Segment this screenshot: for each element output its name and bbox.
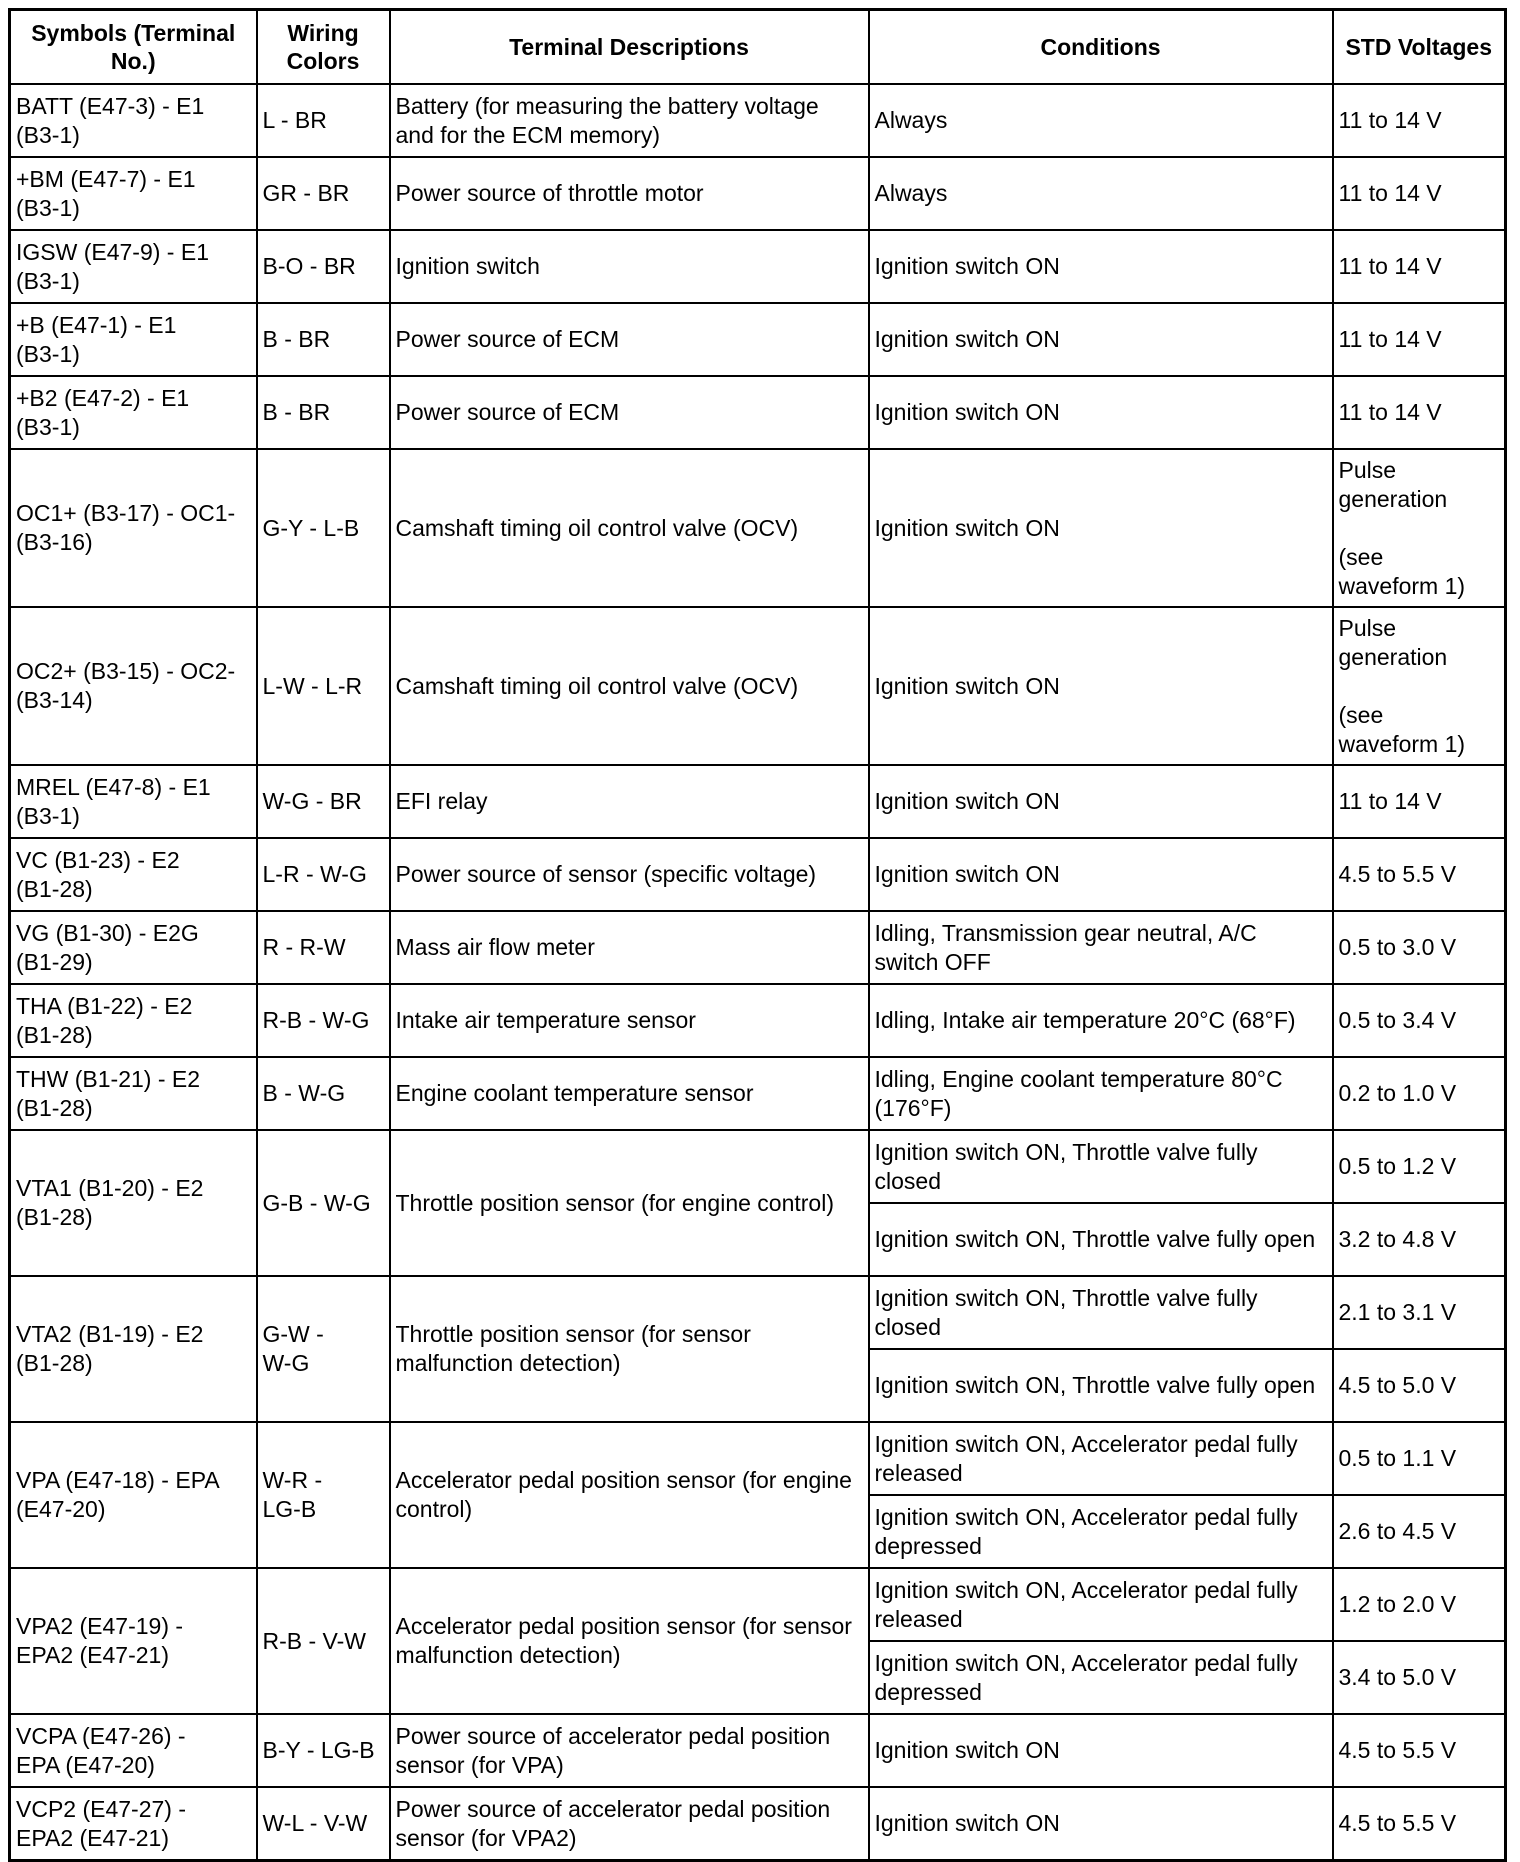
condition-cell: Idling, Intake air temperature 20°C (68°F) [869,984,1333,1057]
symbol-cell: VTA1 (B1-20) - E2 (B1-28) [10,1130,257,1276]
header-wiring-colors: Wiring Colors [257,10,390,85]
condition-cell: Ignition switch ON, Accelerator pedal fully depressed [869,1495,1333,1568]
symbol-cell: VPA (E47-18) - EPA (E47-20) [10,1422,257,1568]
wiring-cell: L - BR [257,84,390,157]
table-row [10,230,1506,303]
table-row [10,984,1506,1057]
symbol-cell: BATT (E47-3) - E1 (B3-1) [10,84,257,157]
symbol-cell: +BM (E47-7) - E1 (B3-1) [10,157,257,230]
condition-cell: Always [869,84,1333,157]
condition-cell: Idling, Transmission gear neutral, A/C switch OFF [869,911,1333,984]
wiring-cell: G-B - W-G [257,1130,390,1276]
condition-cell: Ignition switch ON, Throttle valve fully open [869,1203,1333,1276]
table-row [10,838,1506,911]
wiring-cell: B-Y - LG-B [257,1714,390,1787]
symbol-cell: VTA2 (B1-19) - E2 (B1-28) [10,1276,257,1422]
table-row [10,1276,1506,1349]
description-cell: Battery (for measuring the battery voltage and for the ECM memory) [390,84,869,157]
voltage-cell: 2.6 to 4.5 V [1333,1495,1506,1568]
table-row [10,376,1506,449]
symbol-cell: VC (B1-23) - E2 (B1-28) [10,838,257,911]
description-cell: Throttle position sensor (for sensor malfunction detection) [390,1276,869,1422]
table-row [10,911,1506,984]
description-cell: Engine coolant temperature sensor [390,1057,869,1130]
table-row [10,303,1506,376]
voltage-cell: Pulse generation (see waveform 1) [1333,449,1506,607]
voltage-cell: 3.4 to 5.0 V [1333,1641,1506,1714]
terminal-spec-sheet [8,8,1504,1862]
condition-cell: Idling, Engine coolant temperature 80°C (176°F) [869,1057,1333,1130]
voltage-cell: 2.1 to 3.1 V [1333,1276,1506,1349]
description-cell: Accelerator pedal position sensor (for sensor malfunction detection) [390,1568,869,1714]
header-row [10,10,1506,85]
description-cell: Ignition switch [390,230,869,303]
wiring-cell: R-B - V-W [257,1568,390,1714]
description-cell: Power source of accelerator pedal position sensor (for VPA2) [390,1787,869,1861]
wiring-cell: B - W-G [257,1057,390,1130]
wiring-cell: W-G - BR [257,765,390,838]
condition-cell: Ignition switch ON, Accelerator pedal fully released [869,1422,1333,1495]
description-cell: EFI relay [390,765,869,838]
header-conditions: Conditions [869,10,1333,85]
condition-cell: Ignition switch ON, Throttle valve fully open [869,1349,1333,1422]
symbol-cell: OC1+ (B3-17) - OC1- (B3-16) [10,449,257,607]
symbol-cell: THA (B1-22) - E2 (B1-28) [10,984,257,1057]
header-symbols: Symbols (Terminal No.) [10,10,257,85]
description-cell: Throttle position sensor (for engine control) [390,1130,869,1276]
symbol-cell: VG (B1-30) - E2G (B1-29) [10,911,257,984]
symbol-cell: MREL (E47-8) - E1 (B3-1) [10,765,257,838]
condition-cell: Ignition switch ON [869,1787,1333,1861]
wiring-cell: L-R - W-G [257,838,390,911]
voltage-cell: 11 to 14 V [1333,157,1506,230]
wiring-cell: B - BR [257,376,390,449]
symbol-cell: +B2 (E47-2) - E1 (B3-1) [10,376,257,449]
condition-cell: Ignition switch ON [869,230,1333,303]
voltage-cell: 11 to 14 V [1333,230,1506,303]
wiring-cell: G-W - W-G [257,1276,390,1422]
description-cell: Power source of ECM [390,376,869,449]
description-cell: Accelerator pedal position sensor (for engine control) [390,1422,869,1568]
table-row [10,1787,1506,1861]
voltage-cell: 11 to 14 V [1333,765,1506,838]
condition-cell: Ignition switch ON [869,303,1333,376]
description-cell: Camshaft timing oil control valve (OCV) [390,607,869,765]
table-row [10,157,1506,230]
symbol-cell: OC2+ (B3-15) - OC2- (B3-14) [10,607,257,765]
wiring-cell: GR - BR [257,157,390,230]
table-row [10,84,1506,157]
symbol-cell: VCP2 (E47-27) - EPA2 (E47-21) [10,1787,257,1861]
wiring-cell: L-W - L-R [257,607,390,765]
table-row [10,449,1506,607]
description-cell: Power source of accelerator pedal position sensor (for VPA) [390,1714,869,1787]
symbol-cell: VCPA (E47-26) - EPA (E47-20) [10,1714,257,1787]
condition-cell: Ignition switch ON [869,376,1333,449]
voltage-cell: Pulse generation (see waveform 1) [1333,607,1506,765]
table-row [10,1422,1506,1495]
wiring-cell: B-O - BR [257,230,390,303]
voltage-cell: 0.5 to 3.4 V [1333,984,1506,1057]
description-cell: Power source of throttle motor [390,157,869,230]
table-row [10,1714,1506,1787]
header-terminal-descriptions: Terminal Descriptions [390,10,869,85]
condition-cell: Always [869,157,1333,230]
condition-cell: Ignition switch ON, Throttle valve fully closed [869,1276,1333,1349]
voltage-cell: 0.5 to 1.2 V [1333,1130,1506,1203]
condition-cell: Ignition switch ON, Throttle valve fully closed [869,1130,1333,1203]
voltage-cell: 0.2 to 1.0 V [1333,1057,1506,1130]
symbol-cell: VPA2 (E47-19) - EPA2 (E47-21) [10,1568,257,1714]
table-row [10,607,1506,765]
wiring-cell: B - BR [257,303,390,376]
voltage-cell: 11 to 14 V [1333,376,1506,449]
voltage-cell: 11 to 14 V [1333,84,1506,157]
condition-cell: Ignition switch ON [869,765,1333,838]
description-cell: Intake air temperature sensor [390,984,869,1057]
voltage-cell: 0.5 to 3.0 V [1333,911,1506,984]
condition-cell: Ignition switch ON, Accelerator pedal fully depressed [869,1641,1333,1714]
voltage-cell: 4.5 to 5.5 V [1333,1787,1506,1861]
symbol-cell: THW (B1-21) - E2 (B1-28) [10,1057,257,1130]
condition-cell: Ignition switch ON [869,607,1333,765]
table-row [10,1057,1506,1130]
terminal-voltage-table [8,8,1507,1862]
wiring-cell: G-Y - L-B [257,449,390,607]
voltage-cell: 4.5 to 5.5 V [1333,1714,1506,1787]
condition-cell: Ignition switch ON [869,838,1333,911]
condition-cell: Ignition switch ON, Accelerator pedal fully released [869,1568,1333,1641]
table-row [10,765,1506,838]
description-cell: Power source of sensor (specific voltage) [390,838,869,911]
voltage-cell: 3.2 to 4.8 V [1333,1203,1506,1276]
description-cell: Power source of ECM [390,303,869,376]
condition-cell: Ignition switch ON [869,1714,1333,1787]
voltage-cell: 4.5 to 5.0 V [1333,1349,1506,1422]
table-row [10,1568,1506,1641]
voltage-cell: 0.5 to 1.1 V [1333,1422,1506,1495]
description-cell: Camshaft timing oil control valve (OCV) [390,449,869,607]
condition-cell: Ignition switch ON [869,449,1333,607]
wiring-cell: W-R - LG-B [257,1422,390,1568]
wiring-cell: W-L - V-W [257,1787,390,1861]
table-row [10,1130,1506,1203]
symbol-cell: IGSW (E47-9) - E1 (B3-1) [10,230,257,303]
voltage-cell: 1.2 to 2.0 V [1333,1568,1506,1641]
symbol-cell: +B (E47-1) - E1 (B3-1) [10,303,257,376]
wiring-cell: R - R-W [257,911,390,984]
voltage-cell: 11 to 14 V [1333,303,1506,376]
header-std-voltages: STD Voltages [1333,10,1506,85]
wiring-cell: R-B - W-G [257,984,390,1057]
description-cell: Mass air flow meter [390,911,869,984]
voltage-cell: 4.5 to 5.5 V [1333,838,1506,911]
